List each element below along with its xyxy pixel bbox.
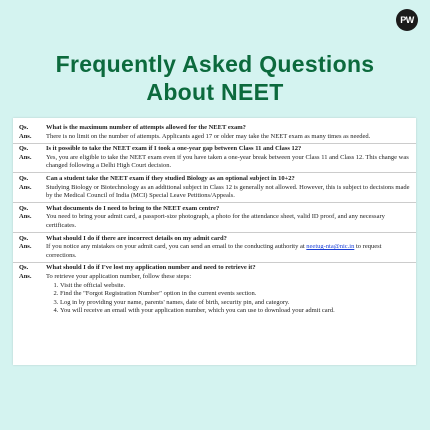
question-label: Qs. xyxy=(19,174,29,182)
divider xyxy=(13,232,416,233)
answer-label: Ans. xyxy=(19,272,32,280)
answer-label: Ans. xyxy=(19,243,32,251)
question-label: Qs. xyxy=(19,145,29,153)
step-item: 2. Find the "Forgot Registration Number" option in the current events section. xyxy=(60,290,412,299)
faq-card xyxy=(13,118,416,365)
answer-label: Ans. xyxy=(19,153,32,161)
step-item: 1. Visit the official website. xyxy=(60,282,412,291)
answer-row xyxy=(13,213,416,230)
answer-text: You need to bring your admit card, a passport-size photograph, a photo for the attendance sheet, valid ID proof, and any necessary certificates. xyxy=(46,213,385,229)
answer-row xyxy=(13,133,416,142)
question-label: Qs. xyxy=(19,234,29,242)
step-item: 3. Log in by providing your name, parents' names, date of birth, security pin, and category. xyxy=(60,299,412,308)
question-row xyxy=(13,145,416,154)
title-line-2: About NEET xyxy=(146,79,284,105)
answer-row xyxy=(13,243,416,260)
question-row xyxy=(13,205,416,214)
answer-text: There is no limit on the number of attempts. Applicants aged 17 or older may take the NEET exam as many times as needed. xyxy=(46,132,371,140)
answer-text-end: to request corrections. xyxy=(46,243,382,259)
question-label: Qs. xyxy=(19,204,29,212)
step-item: 4. You will receive an email with your application number, which you can use to download your admit card. xyxy=(60,307,412,316)
question-text: What is the maximum number of attempts allowed for the NEET exam? xyxy=(46,124,246,131)
answer-intro: To retrieve your application number, follow these steps: xyxy=(46,272,192,280)
answer-text xyxy=(46,273,412,316)
question-row xyxy=(13,175,416,184)
question-row xyxy=(13,235,416,244)
faq-list xyxy=(13,124,416,317)
question-text: What should I do if there are incorrect details on my admit card? xyxy=(46,234,227,242)
pw-logo: PW xyxy=(396,9,418,31)
email-link[interactable]: neetug-nta@nic.in xyxy=(306,243,355,251)
answer-text: Studying Biology or Biotechnology as an additional subject in Class 12 is generally not allowed. However, this is subject to decisions made by the Medical Council of India (MCI) Special Leave Petitions/Appeals. xyxy=(46,183,410,200)
divider xyxy=(13,172,416,173)
steps-list xyxy=(46,282,412,316)
answer-label: Ans. xyxy=(19,132,32,140)
answer-row xyxy=(13,184,416,201)
question-row xyxy=(13,264,416,273)
answer-text xyxy=(46,243,412,260)
answer-row xyxy=(13,273,416,316)
answer-text-start: If you notice any mistakes on your admit card, you can send an email to the conducting authority at xyxy=(46,243,307,251)
question-row xyxy=(13,124,416,133)
divider xyxy=(13,262,416,263)
answer-text: Yes, you are eligible to take the NEET exam even if you have taken a one-year break between your Class 11 and Class 12. This change was changed following a Delhi High Court decision. xyxy=(46,153,409,170)
answer-row xyxy=(13,154,416,171)
question-label: Qs. xyxy=(19,264,29,272)
question-text: Is it possible to take the NEET exam if I took a one-year gap between Class 11 and Class 12? xyxy=(46,145,302,153)
answer-label: Ans. xyxy=(19,183,32,191)
question-label: Qs. xyxy=(19,124,29,131)
question-text: What should I do if I've lost my application number and need to retrieve it? xyxy=(46,264,256,272)
question-text: Can a student take the NEET exam if they studied Biology as an optional subject in 10+2? xyxy=(46,174,295,182)
title-line-1: Frequently Asked Questions xyxy=(55,51,375,77)
page-title xyxy=(0,50,430,106)
divider xyxy=(13,202,416,203)
question-text: What documents do I need to bring to the NEET exam centre? xyxy=(46,204,220,212)
answer-label: Ans. xyxy=(19,213,32,221)
divider xyxy=(13,143,416,144)
